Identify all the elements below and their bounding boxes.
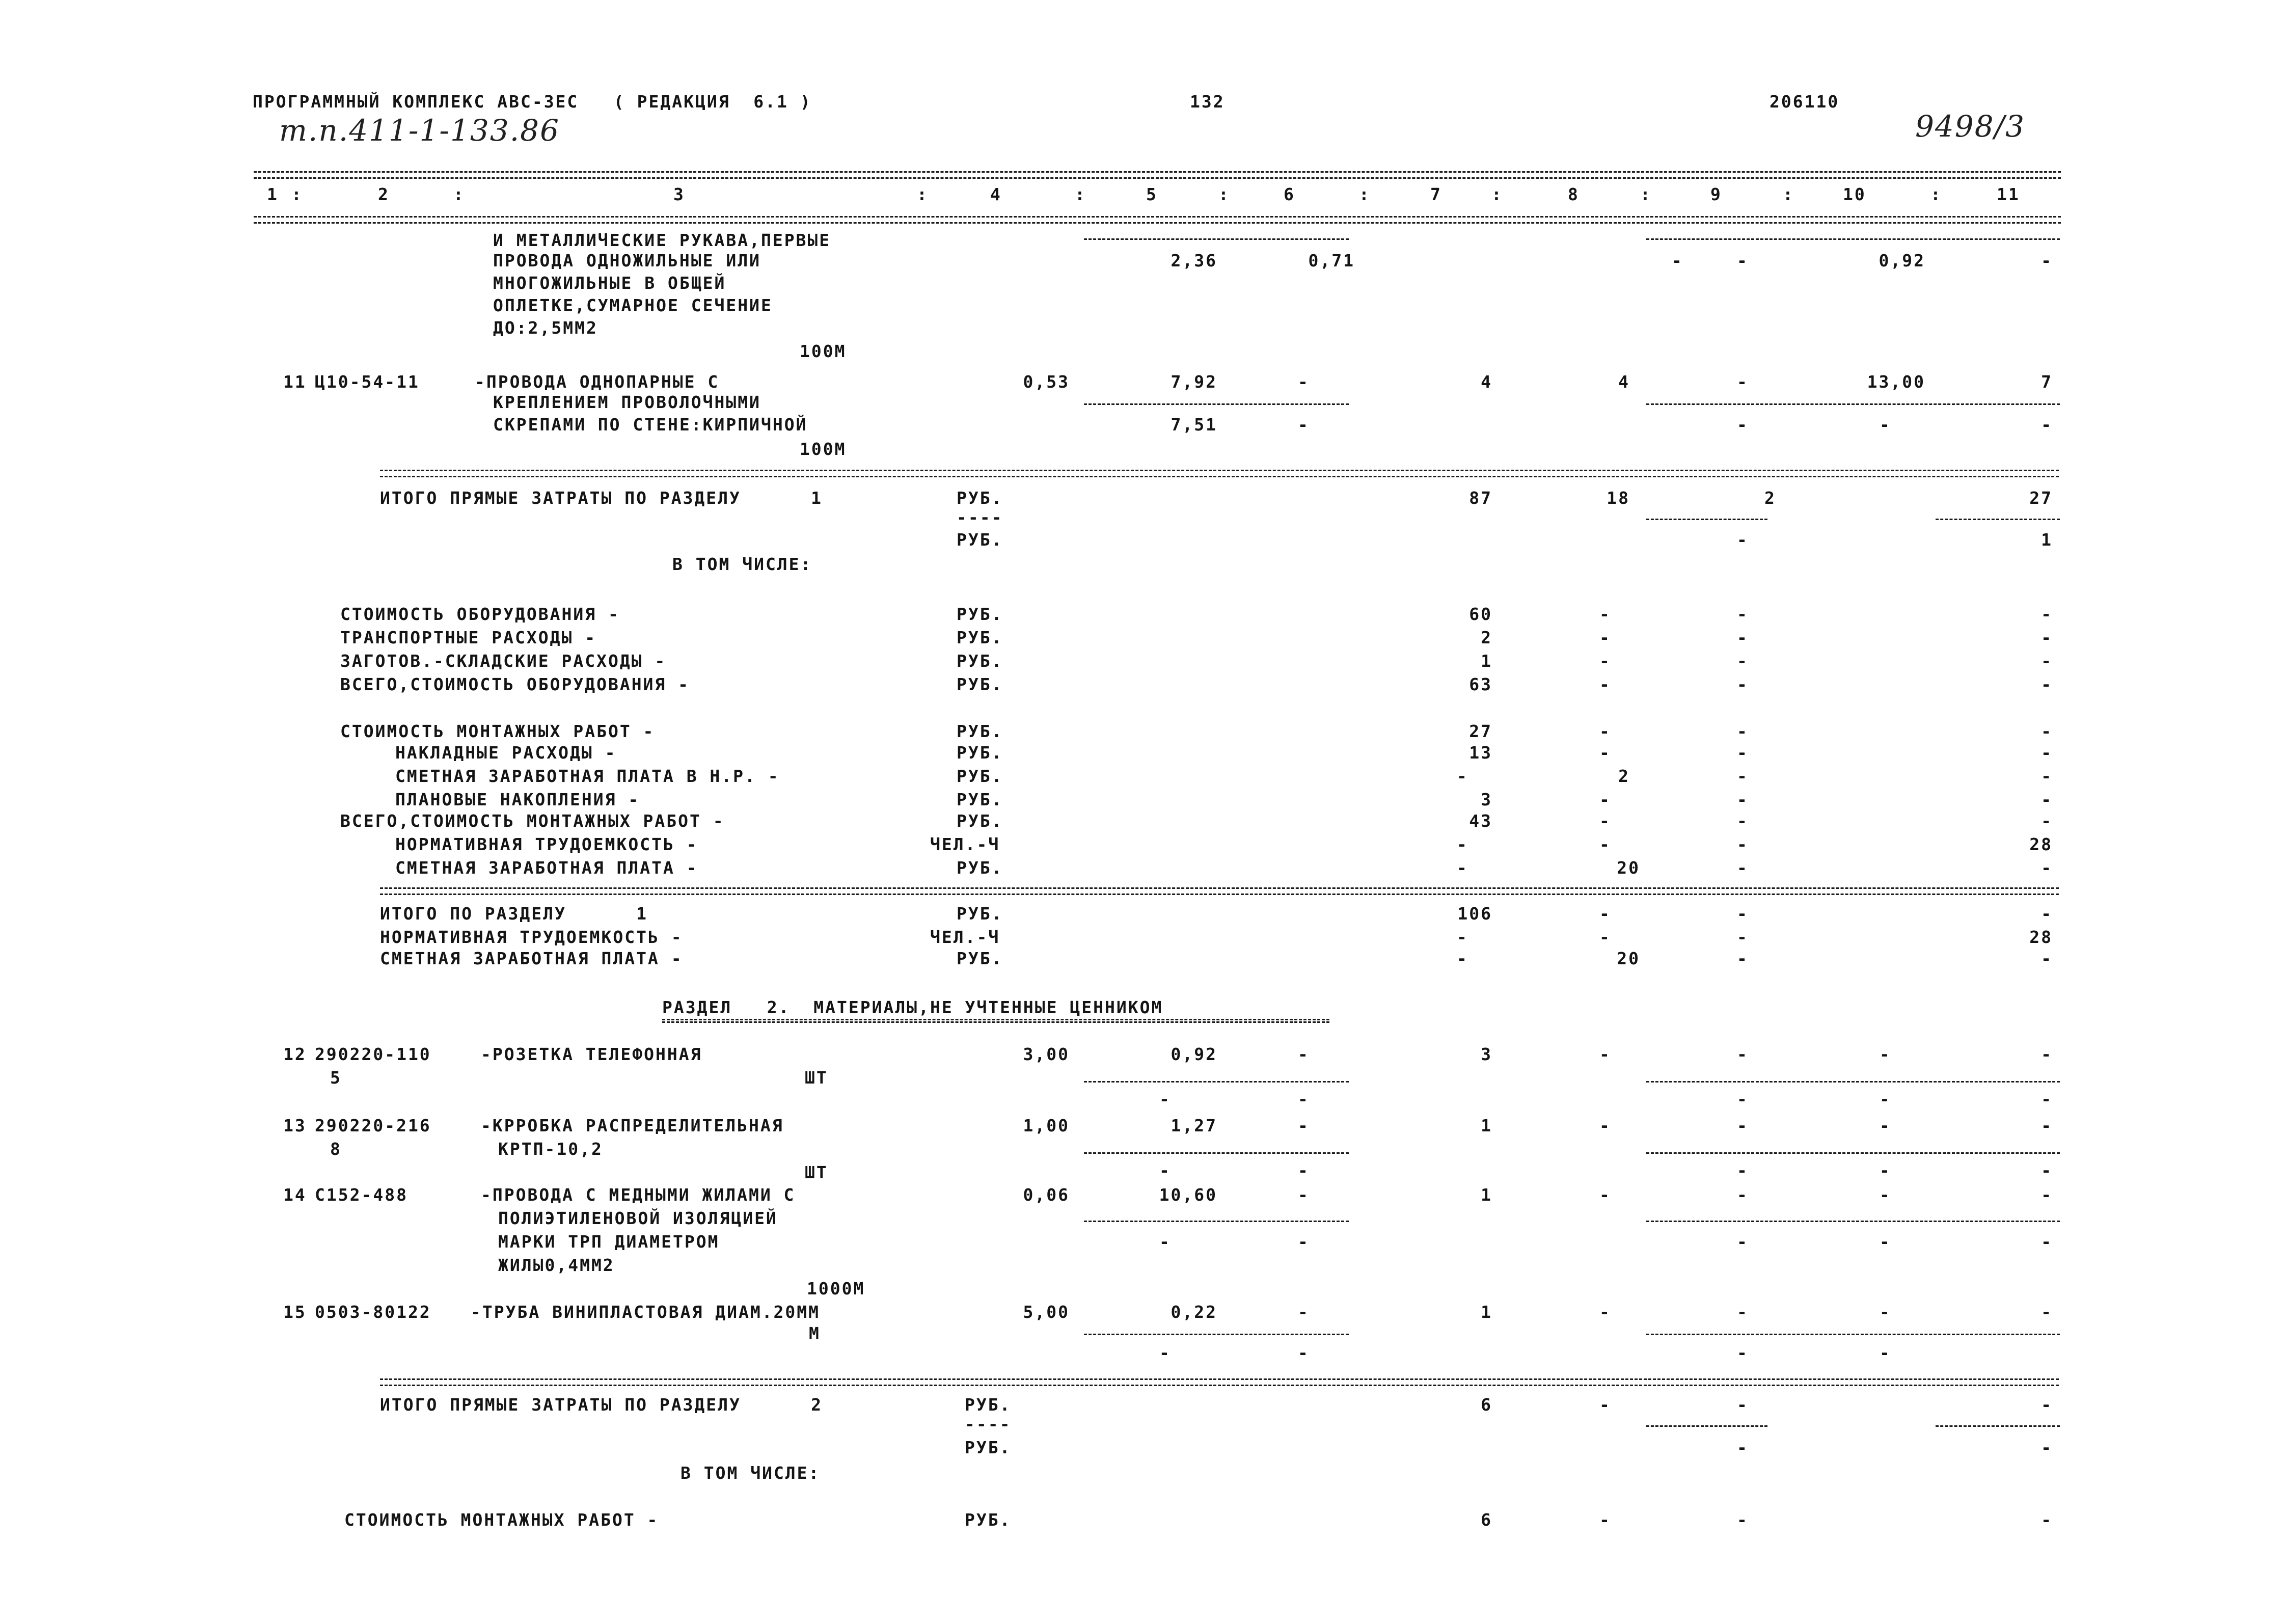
col-6-value: -: [1298, 1044, 1310, 1064]
col-9-value-b: -: [1737, 1438, 1749, 1457]
col-9-value: -: [1737, 1395, 1749, 1415]
section-rule: [380, 1378, 2059, 1380]
col-6-value: -: [1298, 1302, 1310, 1322]
col-11-value-b: -: [2041, 415, 2053, 435]
col-9-value: -: [1737, 904, 1749, 924]
col-6-value-b: -: [1298, 1089, 1310, 1109]
col-10-value-b: -: [1880, 1232, 1891, 1252]
unit-label: РУБ.: [957, 766, 1003, 786]
section-title-underline: [662, 1019, 1329, 1023]
col-5-value: 10,60: [1159, 1185, 1217, 1205]
row-number: 14: [283, 1185, 307, 1205]
col-sep: :: [1783, 184, 1794, 204]
row-number: 15: [283, 1302, 307, 1322]
col-10-value: -: [1880, 1302, 1891, 1322]
description-line: -ТРУБА ВИНИПЛАСТОВАЯ ДИАМ.20ММ: [471, 1302, 821, 1322]
col-10-value: 13,00: [1867, 372, 1925, 392]
col-5-value-b: -: [1159, 1343, 1171, 1363]
col-11-value: -: [2041, 604, 2053, 624]
unit-label: РУБ.: [957, 811, 1003, 831]
col-7-value: 13: [1469, 743, 1492, 763]
sub-rule: [1084, 1334, 1349, 1335]
col-7-value: 87: [1469, 488, 1492, 508]
sub-rule: [1084, 238, 1349, 240]
col-sep: :: [1218, 184, 1230, 204]
col-11-value-b: -: [2041, 1089, 2053, 1109]
unit-label: РУБ.: [965, 1395, 1012, 1415]
sub-rule: [1084, 1152, 1349, 1154]
row-number: 13: [283, 1116, 307, 1135]
col-11-value: 27: [2029, 488, 2053, 508]
col-11-value: -: [2041, 251, 2053, 270]
rate-code: 290220-216: [315, 1116, 431, 1135]
sub-rule: [1084, 403, 1349, 405]
col-sep: :: [453, 184, 465, 204]
col-9-value-b: -: [1737, 1232, 1749, 1252]
col-10-value: 0,92: [1879, 251, 1925, 270]
sub-rule: [1646, 238, 2060, 240]
col-11-header: 11: [1997, 184, 2020, 204]
col-7-value: -: [1457, 949, 1468, 968]
col-11-value: -: [2041, 904, 2053, 924]
unit-label: РУБ.: [957, 949, 1003, 968]
unit-label: 1000М: [807, 1279, 865, 1298]
col-7-value: -: [1457, 834, 1468, 854]
unit-label: 100М: [800, 341, 847, 361]
col-7-value: 6: [1481, 1395, 1492, 1415]
col-9-value-b: -: [1737, 1089, 1749, 1109]
description-line: ПОЛИЭТИЛЕНОВОЙ ИЗОЛЯЦИЕЙ: [498, 1208, 778, 1228]
unit-label: РУБ.: [957, 858, 1003, 878]
description-line: -ПРОВОДА ОДНОПАРНЫЕ С: [475, 372, 720, 392]
rate-code: 290220-110: [315, 1044, 431, 1064]
col-5-value-b: -: [1159, 1089, 1171, 1109]
col-7-value: 1: [1481, 1302, 1492, 1322]
col-11-value: -: [2041, 1185, 2053, 1205]
page-number: 132: [1190, 92, 1225, 112]
sub-rule: [1646, 519, 1767, 520]
description-line: И МЕТАЛЛИЧЕСКИЕ РУКАВА,ПЕРВЫЕ: [493, 230, 831, 250]
col-11-value-b: -: [2041, 1160, 2053, 1180]
col-9-value: -: [1737, 1185, 1749, 1205]
col-9-value: -: [1737, 372, 1749, 392]
sub-rule: [1646, 1081, 2060, 1082]
col-10-value-b: -: [1880, 415, 1891, 435]
row-label: ПЛАНОВЫЕ НАКОПЛЕНИЯ -: [395, 790, 640, 809]
col-11-value: -: [2041, 949, 2053, 968]
description-line: -РОЗЕТКА ТЕЛЕФОННАЯ: [481, 1044, 702, 1064]
row-label: НОРМАТИВНАЯ ТРУДОЕМКОСТЬ -: [395, 834, 698, 854]
col-9-value-b: -: [1737, 1160, 1749, 1180]
sub-rule: [1646, 1425, 1767, 1427]
description-line: КРЕПЛЕНИЕМ ПРОВОЛОЧНЫМИ: [493, 392, 761, 412]
col-9-value-b: -: [1737, 530, 1749, 550]
section-2-title: РАЗДЕЛ 2. МАТЕРИАЛЫ,НЕ УЧТЕННЫЕ ЦЕННИКОМ: [662, 997, 1163, 1017]
col-11-value: -: [2041, 1510, 2053, 1530]
col-9-value: -: [1737, 651, 1749, 671]
col-11-value: -: [2041, 766, 2053, 786]
col-7-value: 43: [1469, 811, 1492, 831]
col-5-value: 0,22: [1171, 1302, 1217, 1322]
col-sep: :: [1930, 184, 1942, 204]
sub-rule: [1646, 1152, 2060, 1154]
col-9-value: -: [1737, 811, 1749, 831]
col-11-value-b: -: [2041, 1438, 2053, 1457]
col-7-value: -: [1457, 927, 1468, 947]
row-label: ВСЕГО,СТОИМОСТЬ ОБОРУДОВАНИЯ -: [340, 674, 690, 694]
col-11-value: -: [2041, 1302, 2053, 1322]
row-label: СМЕТНАЯ ЗАРАБОТНАЯ ПЛАТА В Н.Р. -: [395, 766, 780, 786]
unit-label: М: [809, 1323, 821, 1343]
col-4-value: 0,06: [1023, 1185, 1070, 1205]
sub-rule: [1936, 519, 2060, 520]
unit-label: ШТ: [805, 1068, 828, 1088]
col-sep: :: [1491, 184, 1503, 204]
row-label: СТОИМОСТЬ МОНТАЖНЫХ РАБОТ -: [344, 1510, 659, 1530]
unit-label: РУБ.: [957, 790, 1003, 809]
col-sep: :: [1640, 184, 1652, 204]
unit-label: РУБ.: [957, 674, 1003, 694]
col-9-value: -: [1737, 1116, 1749, 1135]
col-11-value: -: [2041, 1395, 2053, 1415]
col-8-value: -: [1599, 790, 1611, 809]
col-8-value: -: [1599, 904, 1611, 924]
col-sep: :: [1075, 184, 1086, 204]
col-8-value: -: [1599, 604, 1611, 624]
unit-label: РУБ.: [957, 488, 1003, 508]
col-5-value-b: 7,51: [1171, 415, 1217, 435]
col-8-value: -: [1599, 743, 1611, 763]
unit-label: РУБ.: [965, 1510, 1012, 1530]
col-9-value: -: [1737, 628, 1749, 647]
description-line: ЖИЛЫ0,4ММ2: [498, 1255, 615, 1275]
col-6-value-b: -: [1298, 1160, 1310, 1180]
col-3-header: 3: [673, 184, 685, 204]
col-10-value-b: -: [1880, 1343, 1891, 1363]
col-9-value: -: [1737, 834, 1749, 854]
header-rule-top: [254, 171, 2061, 173]
header-rule-bottom: [254, 216, 2061, 218]
col-11-value-b: 1: [2041, 530, 2053, 550]
col-8-value: -: [1599, 1185, 1611, 1205]
col-9-value: -: [1737, 927, 1749, 947]
col-4-value: 1,00: [1023, 1116, 1070, 1135]
col-9-header: 9: [1710, 184, 1722, 204]
col-8-value: -: [1599, 1395, 1611, 1415]
col-11-value: -: [2041, 858, 2053, 878]
col-9-value: 2: [1764, 488, 1776, 508]
col-5-value: 7,92: [1171, 372, 1217, 392]
col-11-value: -: [2041, 811, 2053, 831]
col-7-value: 1: [1481, 651, 1492, 671]
total-label: ИТОГО ПРЯМЫЕ ЗАТРАТЫ ПО РАЗДЕЛУ 1: [380, 488, 823, 508]
unit-label: РУБ.: [957, 904, 1003, 924]
col-9-value: -: [1737, 721, 1749, 741]
col-8-value: -: [1599, 1044, 1611, 1064]
col-7-value: -: [1457, 858, 1468, 878]
unit-label: РУБ.: [957, 530, 1003, 550]
col-6-value: -: [1298, 1116, 1310, 1135]
col-8-value: -: [1599, 1510, 1611, 1530]
col-11-value: -: [2041, 743, 2053, 763]
col-7-value: 2: [1481, 628, 1492, 647]
col-11-value: -: [2041, 674, 2053, 694]
col-6-value-b: -: [1298, 1232, 1310, 1252]
description-line: КРТП-10,2: [498, 1139, 603, 1159]
description-line: -ПРОВОДА С МЕДНЫМИ ЖИЛАМИ С: [481, 1185, 796, 1205]
col-9-value-b: -: [1737, 415, 1749, 435]
row-label: СМЕТНАЯ ЗАРАБОТНАЯ ПЛАТА -: [380, 949, 683, 968]
col-7-value: 1: [1481, 1116, 1492, 1135]
col-8-value: -: [1599, 721, 1611, 741]
col-11-value: 7: [2041, 372, 2053, 392]
row-label: ВСЕГО,СТОИМОСТЬ МОНТАЖНЫХ РАБОТ -: [340, 811, 725, 831]
unit-label: ЧЕЛ.-Ч: [930, 927, 1000, 947]
unit-label: 100М: [800, 439, 847, 459]
sub-dash: ----: [965, 1414, 1012, 1434]
col-9-value: -: [1737, 790, 1749, 809]
unit-label: ЧЕЛ.-Ч: [930, 834, 1000, 854]
col-8-value: -: [1599, 628, 1611, 647]
col-9-value: -: [1737, 1510, 1749, 1530]
col-9-value: -: [1737, 674, 1749, 694]
col-11-value: 28: [2029, 834, 2053, 854]
description-line: ДО:2,5ММ2: [493, 318, 598, 338]
col-4-value: 5,00: [1023, 1302, 1070, 1322]
col-8-value: 4: [1618, 372, 1630, 392]
row-label: ЗАГОТОВ.-СКЛАДСКИЕ РАСХОДЫ -: [340, 651, 667, 671]
col-5-value: 1,27: [1171, 1116, 1217, 1135]
rate-code-suffix: 5: [330, 1068, 342, 1088]
col-6-value-b: -: [1298, 1343, 1310, 1363]
col-8-header: 8: [1568, 184, 1580, 204]
col-7-value: 3: [1481, 1044, 1492, 1064]
col-11-value: -: [2041, 628, 2053, 647]
col-9-value: -: [1737, 604, 1749, 624]
col-4-header: 4: [990, 184, 1002, 204]
col-5-value-b: -: [1159, 1160, 1171, 1180]
col-4-value: 0,53: [1023, 372, 1070, 392]
col-10-value: -: [1880, 1185, 1891, 1205]
section-rule: [380, 476, 2059, 477]
col-8-value: -: [1599, 1302, 1611, 1322]
section-rule: [380, 1385, 2059, 1386]
sub-dash: ----: [957, 507, 1003, 527]
col-8-value: -: [1599, 674, 1611, 694]
unit-label: РУБ.: [957, 651, 1003, 671]
header-rule-bottom2: [254, 222, 2061, 224]
total-label: ИТОГО ПРЯМЫЕ ЗАТРАТЫ ПО РАЗДЕЛУ 2: [380, 1395, 823, 1415]
project-handwritten: т.п.411-1-133.86: [279, 113, 560, 148]
col-1-header: 1: [267, 184, 279, 204]
row-number: 11: [283, 372, 307, 392]
rate-code: С152-488: [315, 1185, 408, 1205]
col-8-value: 20: [1617, 949, 1640, 968]
col-8-value: 2: [1618, 766, 1630, 786]
section-rule: [380, 894, 2059, 895]
col-7-value: 60: [1469, 604, 1492, 624]
row-label: СТОИМОСТЬ ОБОРУДОВАНИЯ -: [340, 604, 620, 624]
header-rule-top2: [254, 177, 2061, 179]
rate-code-suffix: 8: [330, 1139, 342, 1159]
col-4-value: 3,00: [1023, 1044, 1070, 1064]
col-9-value: -: [1737, 1302, 1749, 1322]
col-8-value: -: [1599, 1116, 1611, 1135]
col-11-value: -: [2041, 1044, 2053, 1064]
col-6-value: -: [1298, 1185, 1310, 1205]
sheet-handwritten: 9498/3: [1915, 109, 2026, 144]
col-8-value: 18: [1607, 488, 1630, 508]
sub-rule: [1084, 1221, 1349, 1222]
row-label: ИТОГО ПО РАЗДЕЛУ 1: [380, 904, 648, 924]
col-7-value: 6: [1481, 1510, 1492, 1530]
description-line: МНОГОЖИЛЬНЫЕ В ОБЩЕЙ: [493, 273, 726, 293]
sub-rule: [1936, 1425, 2060, 1427]
row-label: НАКЛАДНЫЕ РАСХОДЫ -: [395, 743, 617, 763]
description-line: СКРЕПАМИ ПО СТЕНЕ:КИРПИЧНОЙ: [493, 415, 808, 435]
description-line: МАРКИ ТРП ДИАМЕТРОМ: [498, 1232, 720, 1252]
unit-label: РУБ.: [957, 628, 1003, 647]
col-7-value: 27: [1469, 721, 1492, 741]
unit-label: ШТ: [805, 1162, 828, 1182]
col-8-value: -: [1599, 811, 1611, 831]
row-label: СМЕТНАЯ ЗАРАБОТНАЯ ПЛАТА -: [395, 858, 698, 878]
unit-label: РУБ.: [957, 743, 1003, 763]
rate-code: Ц10-54-11: [315, 372, 420, 392]
rate-code: 0503-80122: [315, 1302, 431, 1322]
col-8-value: -: [1672, 251, 1683, 270]
col-8-value: 20: [1617, 858, 1640, 878]
row-label: ТРАНСПОРТНЫЕ РАСХОДЫ -: [340, 628, 597, 647]
col-10-value-b: -: [1880, 1089, 1891, 1109]
col-6-value-b: -: [1298, 415, 1310, 435]
description-line: ПРОВОДА ОДНОЖИЛЬНЫЕ ИЛИ: [493, 251, 761, 270]
including-label: В ТОМ ЧИСЛЕ:: [681, 1463, 821, 1483]
col-9-value-b: -: [1737, 1343, 1749, 1363]
including-label: В ТОМ ЧИСЛЕ:: [672, 554, 812, 574]
col-9-value: -: [1737, 1044, 1749, 1064]
col-5-header: 5: [1146, 184, 1158, 204]
unit-label: РУБ.: [957, 721, 1003, 741]
col-9-value: -: [1737, 858, 1749, 878]
section-rule: [380, 887, 2059, 889]
col-9-value: -: [1737, 743, 1749, 763]
sub-rule: [1646, 1334, 2060, 1335]
col-9-value: -: [1737, 949, 1749, 968]
col-9-value: -: [1737, 766, 1749, 786]
col-7-header: 7: [1430, 184, 1442, 204]
col-11-value: -: [2041, 721, 2053, 741]
row-number: 12: [283, 1044, 307, 1064]
sub-rule: [1646, 1221, 2060, 1222]
col-7-value: 1: [1481, 1185, 1492, 1205]
sub-rule: [1646, 403, 2060, 405]
col-11-value: -: [2041, 1116, 2053, 1135]
col-6-header: 6: [1284, 184, 1295, 204]
col-8-value: -: [1599, 651, 1611, 671]
col-7-value: 3: [1481, 790, 1492, 809]
col-5-value: 0,92: [1171, 1044, 1217, 1064]
col-11-value: -: [2041, 651, 2053, 671]
section-rule: [380, 470, 2059, 471]
col-7-value: 63: [1469, 674, 1492, 694]
col-11-value-b: -: [2041, 1232, 2053, 1252]
program-title: ПРОГРАММНЫЙ КОМПЛЕКС АВС-3ЕС ( РЕДАКЦИЯ 6.1 ): [253, 92, 812, 112]
row-label: НОРМАТИВНАЯ ТРУДОЕМКОСТЬ -: [380, 927, 683, 947]
unit-label: РУБ.: [957, 604, 1003, 624]
col-10-value: -: [1880, 1044, 1891, 1064]
col-10-value: -: [1880, 1116, 1891, 1135]
col-8-value: -: [1599, 927, 1611, 947]
col-9-value: -: [1737, 251, 1749, 270]
col-5-value-b: -: [1159, 1232, 1171, 1252]
col-7-value: -: [1457, 766, 1468, 786]
col-11-value: -: [2041, 790, 2053, 809]
description-line: ОПЛЕТКЕ,СУМАРНОЕ СЕЧЕНИЕ: [493, 295, 773, 315]
col-10-header: 10: [1843, 184, 1866, 204]
col-6-value: -: [1298, 372, 1310, 392]
document-code: 206110: [1770, 92, 1840, 112]
col-sep: :: [1359, 184, 1371, 204]
description-line: -КРРОБКА РАСПРЕДЕЛИТЕЛЬНАЯ: [481, 1116, 784, 1135]
col-10-value-b: -: [1880, 1160, 1891, 1180]
col-5-value: 2,36: [1171, 251, 1217, 270]
col-7-value: 106: [1457, 904, 1492, 924]
col-sep: :: [917, 184, 929, 204]
col-7-value: 4: [1481, 372, 1492, 392]
sub-rule: [1084, 1081, 1349, 1082]
row-label: СТОИМОСТЬ МОНТАЖНЫХ РАБОТ -: [340, 721, 655, 741]
col-8-value: -: [1599, 834, 1611, 854]
col-11-value: 28: [2029, 927, 2053, 947]
col-sep: :: [291, 184, 303, 204]
col-6-value: 0,71: [1308, 251, 1355, 270]
unit-label: РУБ.: [965, 1438, 1012, 1457]
col-2-header: 2: [378, 184, 390, 204]
